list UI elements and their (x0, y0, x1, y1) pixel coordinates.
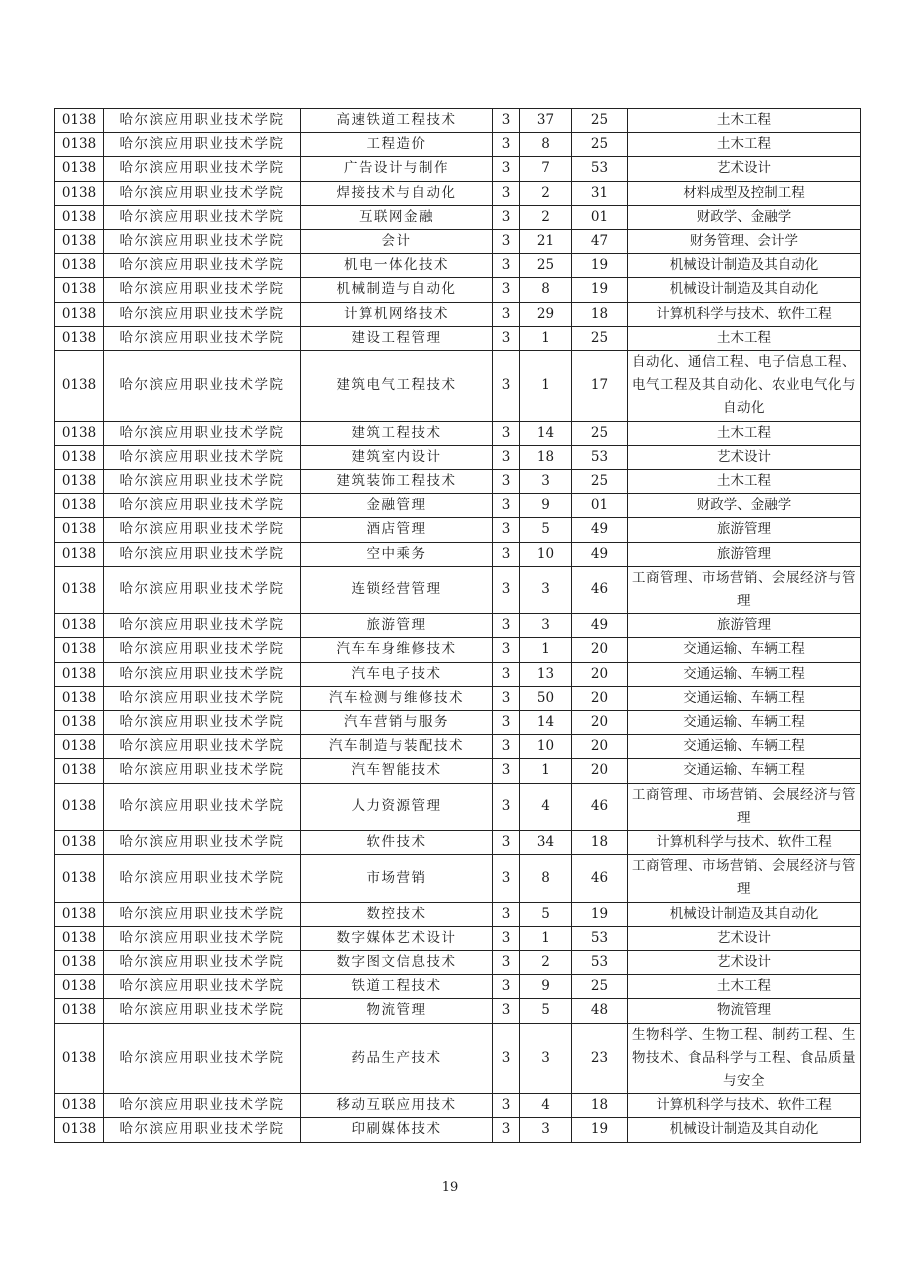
school-code-cell: 0138 (55, 518, 104, 542)
school-code-cell: 0138 (55, 662, 104, 686)
subject-cell: 土木工程 (628, 975, 861, 999)
subject-cell: 交通运输、车辆工程 (628, 711, 861, 735)
subject-cell: 计算机科学与技术、软件工程 (628, 1094, 861, 1118)
major-name-cell: 数字媒体艺术设计 (301, 926, 493, 950)
table-row (55, 926, 861, 950)
major-name-cell: 软件技术 (301, 831, 493, 855)
plan-count-cell: 5 (520, 518, 572, 542)
table-row (55, 951, 861, 975)
subject-cell: 艺术设计 (628, 445, 861, 469)
subject-cell: 土木工程 (628, 326, 861, 350)
category-code-cell: 53 (572, 951, 628, 975)
category-code-cell: 19 (572, 254, 628, 278)
category-code-cell: 53 (572, 445, 628, 469)
school-name-cell: 哈尔滨应用职业技术学院 (104, 855, 301, 902)
duration-cell: 3 (493, 470, 520, 494)
duration-cell: 3 (493, 278, 520, 302)
duration-cell: 3 (493, 759, 520, 783)
plan-count-cell: 25 (520, 254, 572, 278)
subject-cell: 机械设计制造及其自动化 (628, 902, 861, 926)
major-name-cell: 建设工程管理 (301, 326, 493, 350)
category-code-cell: 49 (572, 614, 628, 638)
category-code-cell: 47 (572, 230, 628, 254)
category-code-cell: 48 (572, 999, 628, 1023)
school-name-cell: 哈尔滨应用职业技术学院 (104, 470, 301, 494)
school-name-cell: 哈尔滨应用职业技术学院 (104, 759, 301, 783)
category-code-cell: 19 (572, 1118, 628, 1142)
school-name-cell: 哈尔滨应用职业技术学院 (104, 1023, 301, 1094)
school-name-cell: 哈尔滨应用职业技术学院 (104, 109, 301, 133)
table-row (55, 518, 861, 542)
table-row (55, 999, 861, 1023)
school-name-cell: 哈尔滨应用职业技术学院 (104, 831, 301, 855)
duration-cell: 3 (493, 109, 520, 133)
table-row (55, 133, 861, 157)
school-name-cell: 哈尔滨应用职业技术学院 (104, 711, 301, 735)
subject-cell: 财政学、金融学 (628, 205, 861, 229)
subject-cell: 工商管理、市场营销、会展经济与管理 (628, 855, 861, 902)
plan-count-cell: 5 (520, 999, 572, 1023)
school-name-cell: 哈尔滨应用职业技术学院 (104, 951, 301, 975)
plan-count-cell: 10 (520, 735, 572, 759)
major-name-cell: 建筑室内设计 (301, 445, 493, 469)
duration-cell: 3 (493, 614, 520, 638)
table-row (55, 445, 861, 469)
school-code-cell: 0138 (55, 230, 104, 254)
subject-cell: 交通运输、车辆工程 (628, 735, 861, 759)
plan-count-cell: 2 (520, 181, 572, 205)
table-row (55, 157, 861, 181)
subject-cell: 土木工程 (628, 109, 861, 133)
school-name-cell: 哈尔滨应用职业技术学院 (104, 421, 301, 445)
plan-count-cell: 8 (520, 278, 572, 302)
category-code-cell: 49 (572, 542, 628, 566)
plan-count-cell: 7 (520, 157, 572, 181)
major-name-cell: 焊接技术与自动化 (301, 181, 493, 205)
duration-cell: 3 (493, 494, 520, 518)
plan-count-cell: 13 (520, 662, 572, 686)
subject-cell: 机械设计制造及其自动化 (628, 254, 861, 278)
major-name-cell: 印刷媒体技术 (301, 1118, 493, 1142)
subject-cell: 工商管理、市场营销、会展经济与管理 (628, 566, 861, 613)
school-code-cell: 0138 (55, 421, 104, 445)
plan-count-cell: 14 (520, 421, 572, 445)
duration-cell: 3 (493, 1118, 520, 1142)
table-row (55, 711, 861, 735)
school-name-cell: 哈尔滨应用职业技术学院 (104, 783, 301, 830)
table-row (55, 831, 861, 855)
school-name-cell: 哈尔滨应用职业技术学院 (104, 999, 301, 1023)
plan-count-cell: 3 (520, 1118, 572, 1142)
school-code-cell: 0138 (55, 783, 104, 830)
subject-cell: 艺术设计 (628, 951, 861, 975)
category-code-cell: 18 (572, 1094, 628, 1118)
school-code-cell: 0138 (55, 686, 104, 710)
major-name-cell: 互联网金融 (301, 205, 493, 229)
school-name-cell: 哈尔滨应用职业技术学院 (104, 133, 301, 157)
duration-cell: 3 (493, 831, 520, 855)
table-row (55, 902, 861, 926)
major-name-cell: 汽车检测与维修技术 (301, 686, 493, 710)
table-row (55, 735, 861, 759)
major-name-cell: 人力资源管理 (301, 783, 493, 830)
duration-cell: 3 (493, 783, 520, 830)
table-row (55, 421, 861, 445)
plan-count-cell: 1 (520, 638, 572, 662)
major-name-cell: 建筑电气工程技术 (301, 351, 493, 422)
plan-count-cell: 1 (520, 759, 572, 783)
plan-count-cell: 1 (520, 926, 572, 950)
school-code-cell: 0138 (55, 302, 104, 326)
duration-cell: 3 (493, 711, 520, 735)
table-row (55, 759, 861, 783)
category-code-cell: 49 (572, 518, 628, 542)
school-name-cell: 哈尔滨应用职业技术学院 (104, 975, 301, 999)
subject-cell: 艺术设计 (628, 157, 861, 181)
major-name-cell: 机械制造与自动化 (301, 278, 493, 302)
school-code-cell: 0138 (55, 278, 104, 302)
school-code-cell: 0138 (55, 951, 104, 975)
table-row (55, 470, 861, 494)
plan-count-cell: 18 (520, 445, 572, 469)
school-code-cell: 0138 (55, 1094, 104, 1118)
duration-cell: 3 (493, 351, 520, 422)
plan-count-cell: 3 (520, 1023, 572, 1094)
table-row (55, 1023, 861, 1094)
duration-cell: 3 (493, 157, 520, 181)
table-row (55, 109, 861, 133)
duration-cell: 3 (493, 1094, 520, 1118)
table-row (55, 278, 861, 302)
duration-cell: 3 (493, 638, 520, 662)
subject-cell: 土木工程 (628, 470, 861, 494)
table-row (55, 230, 861, 254)
major-name-cell: 机电一体化技术 (301, 254, 493, 278)
table-row (55, 1118, 861, 1142)
major-name-cell: 金融管理 (301, 494, 493, 518)
duration-cell: 3 (493, 999, 520, 1023)
school-name-cell: 哈尔滨应用职业技术学院 (104, 254, 301, 278)
major-name-cell: 汽车制造与装配技术 (301, 735, 493, 759)
school-name-cell: 哈尔滨应用职业技术学院 (104, 518, 301, 542)
duration-cell: 3 (493, 205, 520, 229)
school-code-cell: 0138 (55, 855, 104, 902)
category-code-cell: 20 (572, 711, 628, 735)
category-code-cell: 20 (572, 759, 628, 783)
duration-cell: 3 (493, 855, 520, 902)
category-code-cell: 53 (572, 157, 628, 181)
subject-cell: 机械设计制造及其自动化 (628, 1118, 861, 1142)
school-name-cell: 哈尔滨应用职业技术学院 (104, 302, 301, 326)
table-body (55, 109, 861, 1143)
major-name-cell: 汽车电子技术 (301, 662, 493, 686)
table-row (55, 181, 861, 205)
duration-cell: 3 (493, 951, 520, 975)
school-name-cell: 哈尔滨应用职业技术学院 (104, 638, 301, 662)
plan-count-cell: 5 (520, 902, 572, 926)
plan-count-cell: 9 (520, 494, 572, 518)
subject-cell: 旅游管理 (628, 518, 861, 542)
category-code-cell: 46 (572, 566, 628, 613)
school-code-cell: 0138 (55, 926, 104, 950)
table-row (55, 494, 861, 518)
plan-count-cell: 50 (520, 686, 572, 710)
school-name-cell: 哈尔滨应用职业技术学院 (104, 926, 301, 950)
school-code-cell: 0138 (55, 614, 104, 638)
plan-count-cell: 37 (520, 109, 572, 133)
subject-cell: 计算机科学与技术、软件工程 (628, 302, 861, 326)
plan-count-cell: 4 (520, 783, 572, 830)
table-row (55, 662, 861, 686)
category-code-cell: 31 (572, 181, 628, 205)
school-code-cell: 0138 (55, 326, 104, 350)
school-code-cell: 0138 (55, 445, 104, 469)
school-name-cell: 哈尔滨应用职业技术学院 (104, 1094, 301, 1118)
category-code-cell: 20 (572, 638, 628, 662)
table-row (55, 302, 861, 326)
category-code-cell: 19 (572, 902, 628, 926)
major-name-cell: 铁道工程技术 (301, 975, 493, 999)
school-name-cell: 哈尔滨应用职业技术学院 (104, 494, 301, 518)
major-name-cell: 计算机网络技术 (301, 302, 493, 326)
school-code-cell: 0138 (55, 999, 104, 1023)
duration-cell: 3 (493, 566, 520, 613)
school-code-cell: 0138 (55, 205, 104, 229)
duration-cell: 3 (493, 735, 520, 759)
table-row (55, 326, 861, 350)
school-name-cell: 哈尔滨应用职业技术学院 (104, 205, 301, 229)
plan-count-cell: 10 (520, 542, 572, 566)
school-name-cell: 哈尔滨应用职业技术学院 (104, 662, 301, 686)
duration-cell: 3 (493, 445, 520, 469)
plan-count-cell: 14 (520, 711, 572, 735)
plan-count-cell: 1 (520, 326, 572, 350)
category-code-cell: 01 (572, 205, 628, 229)
subject-cell: 交通运输、车辆工程 (628, 759, 861, 783)
plan-count-cell: 3 (520, 470, 572, 494)
school-code-cell: 0138 (55, 975, 104, 999)
school-code-cell: 0138 (55, 759, 104, 783)
table-row (55, 783, 861, 830)
duration-cell: 3 (493, 181, 520, 205)
major-name-cell: 工程造价 (301, 133, 493, 157)
plan-count-cell: 3 (520, 566, 572, 613)
major-name-cell: 汽车智能技术 (301, 759, 493, 783)
table-row (55, 638, 861, 662)
major-name-cell: 建筑装饰工程技术 (301, 470, 493, 494)
duration-cell: 3 (493, 902, 520, 926)
category-code-cell: 25 (572, 421, 628, 445)
school-code-cell: 0138 (55, 181, 104, 205)
school-code-cell: 0138 (55, 711, 104, 735)
category-code-cell: 25 (572, 109, 628, 133)
subject-cell: 财务管理、会计学 (628, 230, 861, 254)
subject-cell: 物流管理 (628, 999, 861, 1023)
plan-count-cell: 1 (520, 351, 572, 422)
table-row (55, 351, 861, 422)
major-name-cell: 广告设计与制作 (301, 157, 493, 181)
school-code-cell: 0138 (55, 542, 104, 566)
subject-cell: 机械设计制造及其自动化 (628, 278, 861, 302)
duration-cell: 3 (493, 975, 520, 999)
duration-cell: 3 (493, 254, 520, 278)
duration-cell: 3 (493, 686, 520, 710)
plan-count-cell: 4 (520, 1094, 572, 1118)
school-code-cell: 0138 (55, 1118, 104, 1142)
subject-cell: 材料成型及控制工程 (628, 181, 861, 205)
major-name-cell: 市场营销 (301, 855, 493, 902)
category-code-cell: 18 (572, 831, 628, 855)
admission-plan-table (54, 108, 861, 1143)
school-name-cell: 哈尔滨应用职业技术学院 (104, 902, 301, 926)
major-name-cell: 药品生产技术 (301, 1023, 493, 1094)
table-row (55, 254, 861, 278)
subject-cell: 土木工程 (628, 133, 861, 157)
major-name-cell: 汽车营销与服务 (301, 711, 493, 735)
page-number: 19 (441, 1180, 459, 1195)
table-row (55, 566, 861, 613)
duration-cell: 3 (493, 926, 520, 950)
school-name-cell: 哈尔滨应用职业技术学院 (104, 181, 301, 205)
category-code-cell: 18 (572, 302, 628, 326)
school-code-cell: 0138 (55, 109, 104, 133)
school-name-cell: 哈尔滨应用职业技术学院 (104, 445, 301, 469)
category-code-cell: 46 (572, 783, 628, 830)
category-code-cell: 25 (572, 133, 628, 157)
category-code-cell: 17 (572, 351, 628, 422)
school-name-cell: 哈尔滨应用职业技术学院 (104, 735, 301, 759)
major-name-cell: 汽车车身维修技术 (301, 638, 493, 662)
school-name-cell: 哈尔滨应用职业技术学院 (104, 157, 301, 181)
school-code-cell: 0138 (55, 157, 104, 181)
subject-cell: 自动化、通信工程、电子信息工程、电气工程及其自动化、农业电气化与自动化 (628, 351, 861, 422)
category-code-cell: 25 (572, 326, 628, 350)
school-code-cell: 0138 (55, 566, 104, 613)
major-name-cell: 建筑工程技术 (301, 421, 493, 445)
major-name-cell: 旅游管理 (301, 614, 493, 638)
school-code-cell: 0138 (55, 831, 104, 855)
category-code-cell: 20 (572, 735, 628, 759)
table-row (55, 205, 861, 229)
school-code-cell: 0138 (55, 494, 104, 518)
subject-cell: 财政学、金融学 (628, 494, 861, 518)
major-name-cell: 数字图文信息技术 (301, 951, 493, 975)
table-row (55, 686, 861, 710)
duration-cell: 3 (493, 542, 520, 566)
school-name-cell: 哈尔滨应用职业技术学院 (104, 542, 301, 566)
plan-count-cell: 3 (520, 614, 572, 638)
major-name-cell: 空中乘务 (301, 542, 493, 566)
duration-cell: 3 (493, 133, 520, 157)
category-code-cell: 20 (572, 662, 628, 686)
category-code-cell: 01 (572, 494, 628, 518)
school-code-cell: 0138 (55, 735, 104, 759)
category-code-cell: 25 (572, 975, 628, 999)
duration-cell: 3 (493, 518, 520, 542)
duration-cell: 3 (493, 302, 520, 326)
table-row (55, 542, 861, 566)
plan-count-cell: 2 (520, 951, 572, 975)
duration-cell: 3 (493, 1023, 520, 1094)
school-code-cell: 0138 (55, 254, 104, 278)
plan-count-cell: 8 (520, 133, 572, 157)
duration-cell: 3 (493, 421, 520, 445)
major-name-cell: 移动互联应用技术 (301, 1094, 493, 1118)
school-code-cell: 0138 (55, 638, 104, 662)
subject-cell: 旅游管理 (628, 614, 861, 638)
duration-cell: 3 (493, 326, 520, 350)
duration-cell: 3 (493, 662, 520, 686)
category-code-cell: 20 (572, 686, 628, 710)
subject-cell: 计算机科学与技术、软件工程 (628, 831, 861, 855)
plan-count-cell: 8 (520, 855, 572, 902)
plan-count-cell: 9 (520, 975, 572, 999)
school-name-cell: 哈尔滨应用职业技术学院 (104, 230, 301, 254)
school-name-cell: 哈尔滨应用职业技术学院 (104, 326, 301, 350)
subject-cell: 艺术设计 (628, 926, 861, 950)
category-code-cell: 53 (572, 926, 628, 950)
subject-cell: 土木工程 (628, 421, 861, 445)
table-row (55, 614, 861, 638)
school-name-cell: 哈尔滨应用职业技术学院 (104, 614, 301, 638)
category-code-cell: 23 (572, 1023, 628, 1094)
plan-count-cell: 2 (520, 205, 572, 229)
plan-count-cell: 34 (520, 831, 572, 855)
subject-cell: 交通运输、车辆工程 (628, 638, 861, 662)
table-row (55, 975, 861, 999)
subject-cell: 交通运输、车辆工程 (628, 686, 861, 710)
major-name-cell: 数控技术 (301, 902, 493, 926)
category-code-cell: 19 (572, 278, 628, 302)
subject-cell: 工商管理、市场营销、会展经济与管理 (628, 783, 861, 830)
school-name-cell: 哈尔滨应用职业技术学院 (104, 351, 301, 422)
subject-cell: 交通运输、车辆工程 (628, 662, 861, 686)
plan-count-cell: 21 (520, 230, 572, 254)
duration-cell: 3 (493, 230, 520, 254)
school-code-cell: 0138 (55, 902, 104, 926)
school-name-cell: 哈尔滨应用职业技术学院 (104, 566, 301, 613)
category-code-cell: 46 (572, 855, 628, 902)
school-code-cell: 0138 (55, 1023, 104, 1094)
major-name-cell: 连锁经营管理 (301, 566, 493, 613)
category-code-cell: 25 (572, 470, 628, 494)
subject-cell: 旅游管理 (628, 542, 861, 566)
plan-count-cell: 29 (520, 302, 572, 326)
school-name-cell: 哈尔滨应用职业技术学院 (104, 686, 301, 710)
table-row (55, 855, 861, 902)
major-name-cell: 酒店管理 (301, 518, 493, 542)
subject-cell: 生物科学、生物工程、制药工程、生物技术、食品科学与工程、食品质量与安全 (628, 1023, 861, 1094)
table-row (55, 1094, 861, 1118)
school-name-cell: 哈尔滨应用职业技术学院 (104, 1118, 301, 1142)
school-code-cell: 0138 (55, 351, 104, 422)
school-name-cell: 哈尔滨应用职业技术学院 (104, 278, 301, 302)
major-name-cell: 高速铁道工程技术 (301, 109, 493, 133)
major-name-cell: 物流管理 (301, 999, 493, 1023)
school-code-cell: 0138 (55, 133, 104, 157)
major-name-cell: 会计 (301, 230, 493, 254)
school-code-cell: 0138 (55, 470, 104, 494)
